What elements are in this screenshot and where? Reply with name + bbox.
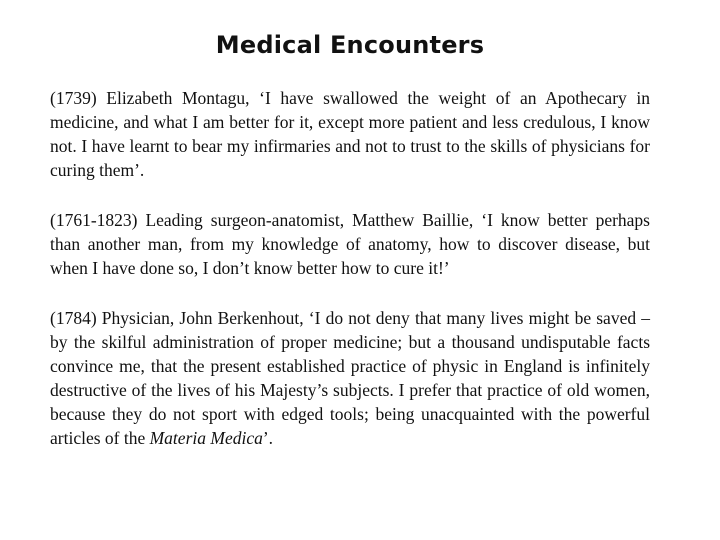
quote-berkenhout-end: ’. [262, 428, 274, 448]
quote-montagu: (1739) Elizabeth Montagu, ‘I have swallowed the weight of an Apothecary in medicine, and what I am better for it, except more patient and less credulous, I know not. I have learnt to bear my infirmaries and not to trust to the skills of physicians for curing them’. [50, 88, 650, 180]
page-title: Medical Encounters [215, 31, 485, 59]
quote-berkenhout [50, 306, 650, 450]
quote-berkenhout-text: (1784) Physician, John Berkenhout, ‘I do not deny that many lives might be saved – by the skilful administration of proper medicine; but a thousand undisputable facts convince me, that the present established practice of physic in England is infinitely destructive of the lives of his Majesty’s subjects. I prefer that practice of old women, because they do not sport with edged tools; being unacquainted with the powerful articles of the [50, 308, 650, 448]
quote-baillie: (1761-1823) Leading surgeon-anatomist, Matthew Baillie, ‘I know better perhaps than another man, from my knowledge of anatomy, how to discover disease, but when I have done so, I don’t know better how to cure it!’ [50, 210, 650, 278]
quote-berkenhout-italic: Materia Medica [149, 428, 263, 448]
